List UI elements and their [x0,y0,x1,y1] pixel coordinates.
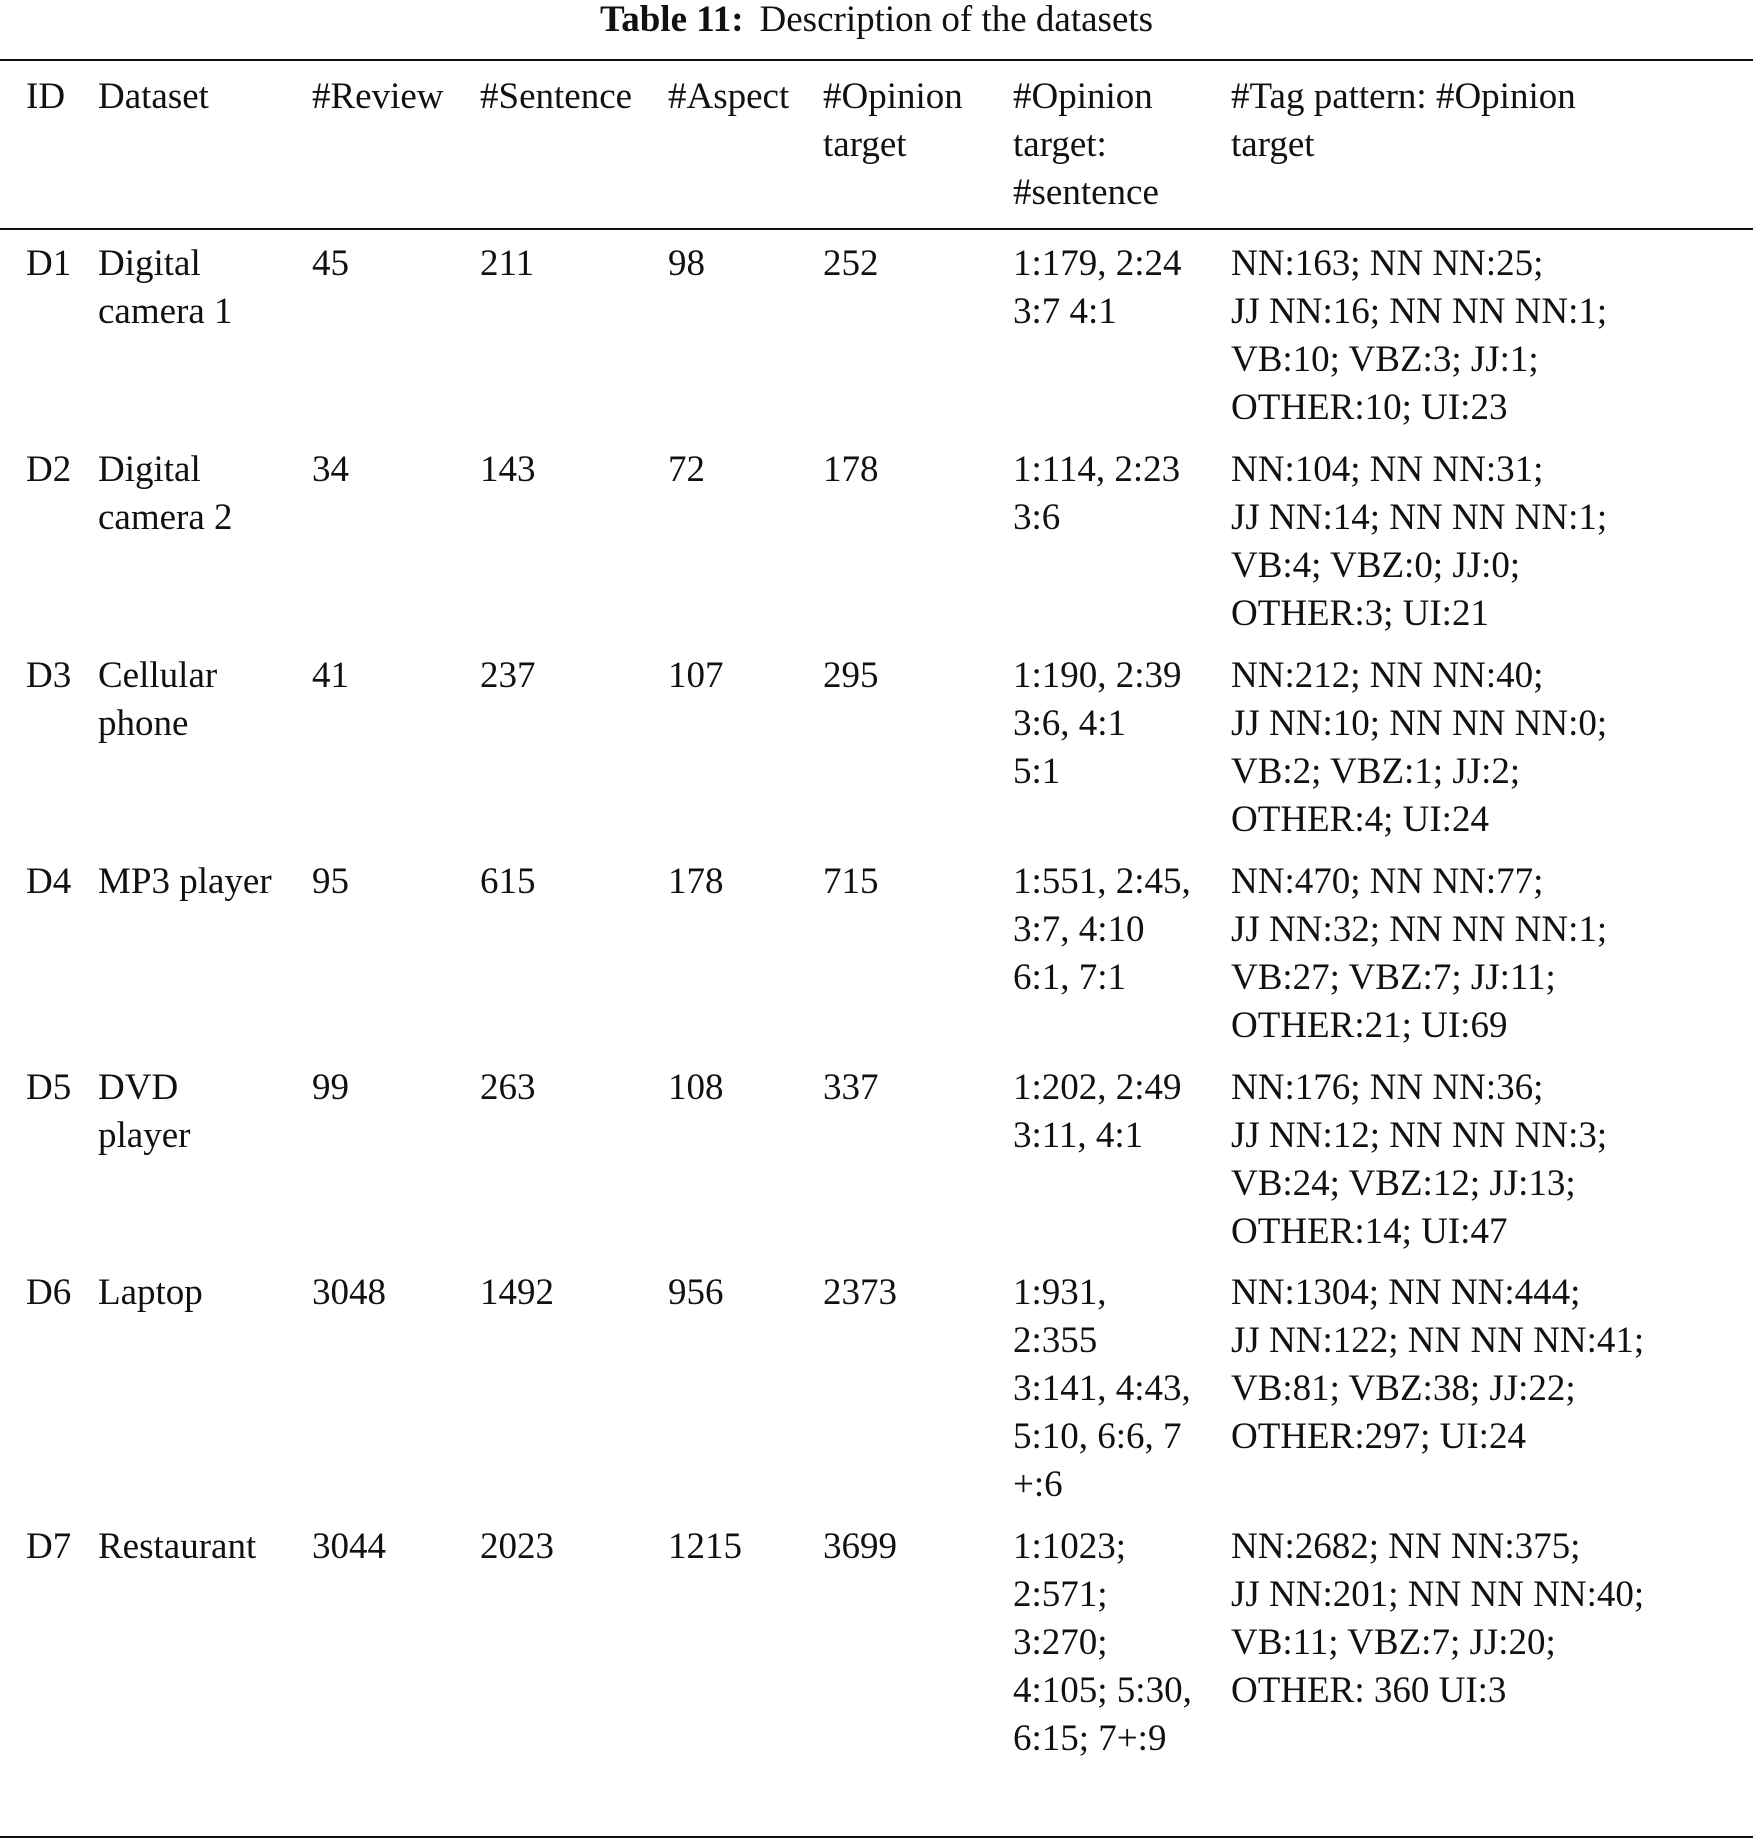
cell-tag-pattern-line: NN:176; NN NN:36; [1231,1067,1544,1108]
cell-sentence [480,858,536,906]
cell-tag-pattern [1231,1269,1644,1461]
header-review-line: #Review [312,76,444,117]
cell-aspect-line: 98 [668,243,705,284]
cell-opinion-target-per-sentence-line: 1:202, 2:49 [1013,1067,1182,1108]
cell-dataset [98,1269,203,1317]
cell-tag-pattern-line: OTHER:3; UI:21 [1231,593,1489,634]
header-review [312,73,444,121]
cell-aspect [668,240,705,288]
cell-id-line: D7 [26,1526,72,1567]
table-top-rule [0,59,1753,61]
cell-aspect-line: 1215 [668,1526,742,1567]
cell-review-line: 3048 [312,1272,386,1313]
cell-tag-pattern-line: OTHER:4; UI:24 [1231,799,1489,840]
cell-review-line: 99 [312,1067,349,1108]
cell-dataset [98,858,272,906]
cell-id [26,1269,71,1317]
cell-tag-pattern-line: JJ NN:10; NN NN NN:0; [1231,703,1608,744]
cell-opinion-target-per-sentence-line: +:6 [1013,1464,1063,1505]
cell-opinion-target-per-sentence-line: 3:11, 4:1 [1013,1115,1144,1156]
cell-review [312,1269,386,1317]
cell-opinion-target [823,652,879,700]
cell-tag-pattern-line: NN:2682; NN NN:375; [1231,1526,1581,1567]
cell-tag-pattern-line: OTHER:10; UI:23 [1231,387,1508,428]
cell-opinion-target-per-sentence-line: 2:355 [1013,1320,1098,1361]
cell-tag-pattern-line: NN:1304; NN NN:444; [1231,1272,1581,1313]
cell-opinion-target-per-sentence-line: 1:931, [1013,1272,1107,1313]
table-caption-label: Table 11: [599,0,744,40]
header-id [26,73,65,121]
cell-tag-pattern-line: VB:24; VBZ:12; JJ:13; [1231,1163,1576,1204]
cell-opinion-target [823,1269,897,1317]
cell-sentence-line: 237 [480,655,536,696]
cell-dataset [98,446,233,542]
cell-review [312,240,349,288]
cell-tag-pattern [1231,652,1607,844]
cell-opinion-target [823,1523,897,1571]
cell-sentence-line: 1492 [480,1272,554,1313]
header-opinion-target-line: #Opinion [823,76,963,117]
cell-tag-pattern-line: NN:212; NN NN:40; [1231,655,1544,696]
cell-tag-pattern-line: VB:4; VBZ:0; JJ:0; [1231,545,1521,586]
cell-opinion-target-per-sentence [1013,446,1180,542]
cell-id-line: D2 [26,449,72,490]
cell-tag-pattern-line: JJ NN:16; NN NN NN:1; [1231,291,1608,332]
cell-dataset [98,652,217,748]
cell-tag-pattern-line: JJ NN:201; NN NN NN:40; [1231,1574,1645,1615]
cell-tag-pattern-line: VB:81; VBZ:38; JJ:22; [1231,1368,1576,1409]
cell-dataset [98,240,233,336]
cell-opinion-target-per-sentence-line: 4:105; 5:30, [1013,1670,1192,1711]
cell-tag-pattern-line: OTHER:14; UI:47 [1231,1211,1508,1252]
header-opinion-target-per-sentence [1013,73,1159,217]
cell-tag-pattern-line: VB:27; VBZ:7; JJ:11; [1231,957,1556,998]
cell-opinion-target-per-sentence [1013,1523,1192,1763]
cell-tag-pattern-line: JJ NN:32; NN NN NN:1; [1231,909,1608,950]
cell-opinion-target-per-sentence-line: 3:7, 4:10 [1013,909,1145,950]
cell-dataset-line: camera 2 [98,497,233,538]
cell-opinion-target-line: 337 [823,1067,879,1108]
cell-opinion-target-per-sentence-line: 1:1023; [1013,1526,1127,1567]
cell-opinion-target-per-sentence [1013,1269,1191,1509]
cell-dataset-line: Digital [98,449,201,490]
cell-opinion-target-per-sentence-line: 3:6 [1013,497,1061,538]
cell-tag-pattern-line: OTHER: 360 UI:3 [1231,1670,1507,1711]
cell-aspect [668,1269,724,1317]
cell-tag-pattern-line: NN:104; NN NN:31; [1231,449,1544,490]
cell-sentence [480,1269,554,1317]
cell-opinion-target [823,858,879,906]
header-sentence-line: #Sentence [480,76,633,117]
cell-dataset-line: Cellular [98,655,218,696]
header-dataset-line: Dataset [98,76,209,117]
cell-id [26,446,71,494]
cell-opinion-target-line: 3699 [823,1526,897,1567]
cell-review [312,446,349,494]
cell-dataset-line: MP3 player [98,861,272,902]
cell-id-line: D6 [26,1272,72,1313]
cell-review-line: 95 [312,861,349,902]
cell-tag-pattern-line: VB:2; VBZ:1; JJ:2; [1231,751,1521,792]
cell-opinion-target-per-sentence-line: 6:1, 7:1 [1013,957,1127,998]
cell-opinion-target-per-sentence-line: 1:551, 2:45, [1013,861,1191,902]
cell-opinion-target [823,1064,879,1112]
cell-opinion-target-per-sentence-line: 3:6, 4:1 [1013,703,1127,744]
cell-opinion-target-per-sentence-line: 2:571; [1013,1574,1108,1615]
cell-review [312,1064,349,1112]
cell-tag-pattern-line: NN:470; NN NN:77; [1231,861,1544,902]
cell-tag-pattern [1231,1064,1607,1256]
table-bottom-rule [0,1836,1753,1838]
cell-sentence [480,240,534,288]
cell-aspect-line: 72 [668,449,705,490]
cell-aspect [668,1523,742,1571]
cell-tag-pattern-line: JJ NN:12; NN NN NN:3; [1231,1115,1608,1156]
cell-opinion-target-per-sentence-line: 6:15; 7+:9 [1013,1718,1167,1759]
cell-dataset-line: Digital [98,243,201,284]
cell-review-line: 45 [312,243,349,284]
cell-opinion-target [823,240,879,288]
cell-aspect-line: 178 [668,861,724,902]
cell-review [312,652,349,700]
cell-opinion-target-per-sentence-line: 1:179, 2:24 [1013,243,1182,284]
cell-opinion-target [823,446,879,494]
cell-opinion-target-per-sentence-line: 5:1 [1013,751,1061,792]
header-aspect-line: #Aspect [668,76,790,117]
cell-dataset-line: phone [98,703,189,744]
cell-dataset-line: DVD [98,1067,179,1108]
cell-opinion-target-per-sentence [1013,858,1191,1002]
cell-aspect-line: 956 [668,1272,724,1313]
cell-aspect-line: 108 [668,1067,724,1108]
cell-sentence [480,446,536,494]
header-tag-pattern-line: target [1231,124,1315,165]
cell-dataset-line: player [98,1115,191,1156]
header-sentence [480,73,632,121]
cell-aspect-line: 107 [668,655,724,696]
cell-review-line: 3044 [312,1526,386,1567]
header-opinion-target-per-sentence-line: target: [1013,124,1107,165]
cell-opinion-target-per-sentence-line: 3:141, 4:43, [1013,1368,1191,1409]
cell-review-line: 34 [312,449,349,490]
cell-tag-pattern-line: JJ NN:122; NN NN NN:41; [1231,1320,1645,1361]
cell-tag-pattern-line: VB:10; VBZ:3; JJ:1; [1231,339,1539,380]
cell-opinion-target-per-sentence-line: 3:7 4:1 [1013,291,1117,332]
cell-id-line: D5 [26,1067,72,1108]
header-id-line: ID [26,76,66,117]
cell-opinion-target-line: 295 [823,655,879,696]
cell-sentence [480,1064,536,1112]
cell-opinion-target-per-sentence [1013,652,1182,796]
cell-id [26,1523,71,1571]
cell-dataset-line: camera 1 [98,291,233,332]
cell-tag-pattern [1231,240,1607,432]
cell-dataset [98,1523,256,1571]
cell-opinion-target-line: 252 [823,243,879,284]
cell-tag-pattern-line: OTHER:21; UI:69 [1231,1005,1508,1046]
cell-tag-pattern [1231,446,1607,638]
cell-id-line: D3 [26,655,72,696]
cell-sentence-line: 263 [480,1067,536,1108]
cell-opinion-target-per-sentence-line: 1:114, 2:23 [1013,449,1181,490]
header-opinion-target-per-sentence-line: #Opinion [1013,76,1153,117]
header-opinion-target-per-sentence-line: #sentence [1013,172,1159,213]
cell-id [26,652,71,700]
table-header-rule [0,228,1753,230]
cell-id [26,858,71,906]
cell-opinion-target-per-sentence-line: 3:270; [1013,1622,1108,1663]
header-opinion-target-line: target [823,124,907,165]
cell-tag-pattern-line: VB:11; VBZ:7; JJ:20; [1231,1622,1556,1663]
table-caption [0,0,1753,40]
cell-opinion-target-per-sentence-line: 5:10, 6:6, 7 [1013,1416,1182,1457]
cell-aspect [668,1064,724,1112]
cell-review [312,1523,386,1571]
cell-review [312,858,349,906]
cell-opinion-target-line: 2373 [823,1272,897,1313]
cell-id-line: D4 [26,861,72,902]
cell-dataset [98,1064,190,1160]
cell-opinion-target-line: 178 [823,449,879,490]
cell-tag-pattern-line: JJ NN:14; NN NN NN:1; [1231,497,1608,538]
header-opinion-target [823,73,963,169]
cell-dataset-line: Restaurant [98,1526,257,1567]
cell-dataset-line: Laptop [98,1272,203,1313]
cell-opinion-target-per-sentence [1013,1064,1182,1160]
cell-opinion-target-per-sentence-line: 1:190, 2:39 [1013,655,1182,696]
cell-opinion-target-line: 715 [823,861,879,902]
cell-id [26,1064,71,1112]
cell-tag-pattern [1231,1523,1644,1715]
header-tag-pattern-line: #Tag pattern: #Opinion [1231,76,1576,117]
cell-id [26,240,71,288]
cell-sentence-line: 615 [480,861,536,902]
cell-tag-pattern-line: OTHER:297; UI:24 [1231,1416,1526,1457]
cell-aspect [668,858,724,906]
cell-sentence [480,1523,554,1571]
cell-review-line: 41 [312,655,349,696]
cell-sentence-line: 2023 [480,1526,554,1567]
header-tag-pattern [1231,73,1576,169]
cell-id-line: D1 [26,243,72,284]
header-aspect [668,73,789,121]
cell-aspect [668,652,724,700]
cell-tag-pattern [1231,858,1607,1050]
cell-sentence-line: 143 [480,449,536,490]
cell-opinion-target-per-sentence [1013,240,1182,336]
table-caption-text: Description of the datasets [759,0,1154,40]
header-dataset [98,73,209,121]
cell-sentence [480,652,536,700]
cell-sentence-line: 211 [480,243,535,284]
cell-tag-pattern-line: NN:163; NN NN:25; [1231,243,1544,284]
cell-aspect [668,446,705,494]
